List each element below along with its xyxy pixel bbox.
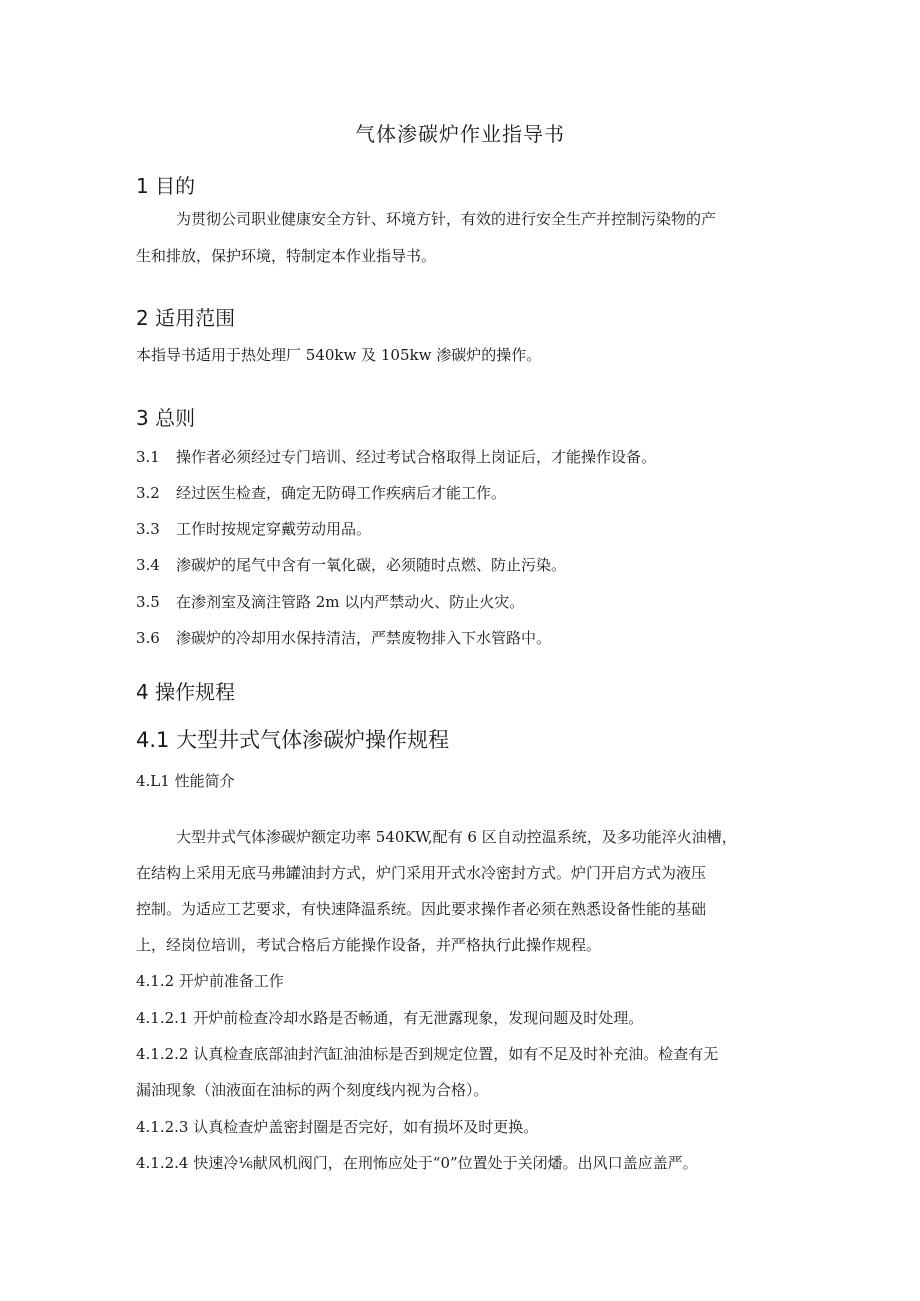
item-text: 渗碳炉的冷却用水保持清洁，严禁废物排入下水管路中。 [176,629,552,647]
preparation-line: 4.1.2.1 开炉前检查冷却水路是否畅通，有无泄露现象，发现问题及时处理。 [136,1009,644,1027]
general-item [136,446,656,467]
performance-line-4: 上，经岗位培训，考试合格后方能操作设备，并严格执行此操作规程。 [136,936,602,954]
heading-large-furnace: 4.1 大型井式气体渗碳炉操作规程 [136,728,450,752]
heading-general: 3 总则 [136,406,196,430]
item-number: 3.3 [136,520,160,538]
heading-operation: 4 操作规程 [136,680,236,704]
preparation-line: 4.1.2.4 快速冷⅙献风机阀门，在刑怖应处于“0”位置处于关闭燔。出风口盖应盖严。 [136,1154,698,1172]
item-number: 3.6 [136,629,160,647]
heading-performance: 4.L1 性能简介 [136,772,235,790]
scope-text: 本指导书适用于热处理厂 540kw 及 105kw 渗碳炉的操作。 [136,346,542,364]
preparation-line: 漏油现象（油液面在油标的两个刻度线内视为合格）。 [136,1081,489,1099]
purpose-line-2: 生和排放，保护环境，特制定本作业指导书。 [136,247,437,265]
heading-scope: 2 适用范围 [136,306,236,330]
item-text: 渗碳炉的尾气中含有一氧化碳，必须随时点燃、防止污染。 [176,556,567,574]
performance-line-3: 控制。为适应工艺要求，有快速降温系统。因此要求操作者必须在熟悉设备性能的基础 [136,900,707,918]
heading-preparation: 4.1.2 开炉前准备工作 [136,972,284,990]
general-item [136,554,566,575]
item-text: 在渗剂室及滴注管路 2m 以内严禁动火、防止火灾。 [176,593,525,611]
performance-line-2: 在结构上采用无底马弗罐油封方式，炉门采用开式水冷密封方式。炉门开启方式为液压 [136,864,707,882]
preparation-line: 4.1.2.2 认真检查底部油封汽缸油油标是否到规定位置，如有不足及时补充油。检查有无 [136,1045,719,1063]
item-number: 3.4 [136,556,160,574]
document-title: 气体渗碳炉作业指导书 [355,122,565,146]
item-text: 操作者必须经过专门培训、经过考试合格取得上岗证后，才能操作设备。 [176,448,657,466]
performance-line-1: 大型井式气体渗碳炉额定功率 540KW,配有 6 区自动控温系统，及多功能淬火油槽， [176,828,737,846]
general-item [136,518,371,539]
item-text: 工作时按规定穿戴劳动用品。 [176,520,372,538]
general-item [136,482,506,503]
item-number: 3.1 [136,448,160,466]
purpose-line-1: 为贯彻公司职业健康安全方针、环境方针，有效的进行安全生产并控制污染物的产 [176,210,717,228]
item-text: 经过医生检查，确定无防碍工作疾病后才能工作。 [176,484,507,502]
general-item [136,627,551,648]
item-number: 3.5 [136,593,160,611]
preparation-line: 4.1.2.3 认真检查炉盖密封圈是否完好，如有损坏及时更换。 [136,1118,539,1136]
general-item [136,591,524,612]
heading-purpose: 1 目的 [136,174,196,198]
item-number: 3.2 [136,484,160,502]
